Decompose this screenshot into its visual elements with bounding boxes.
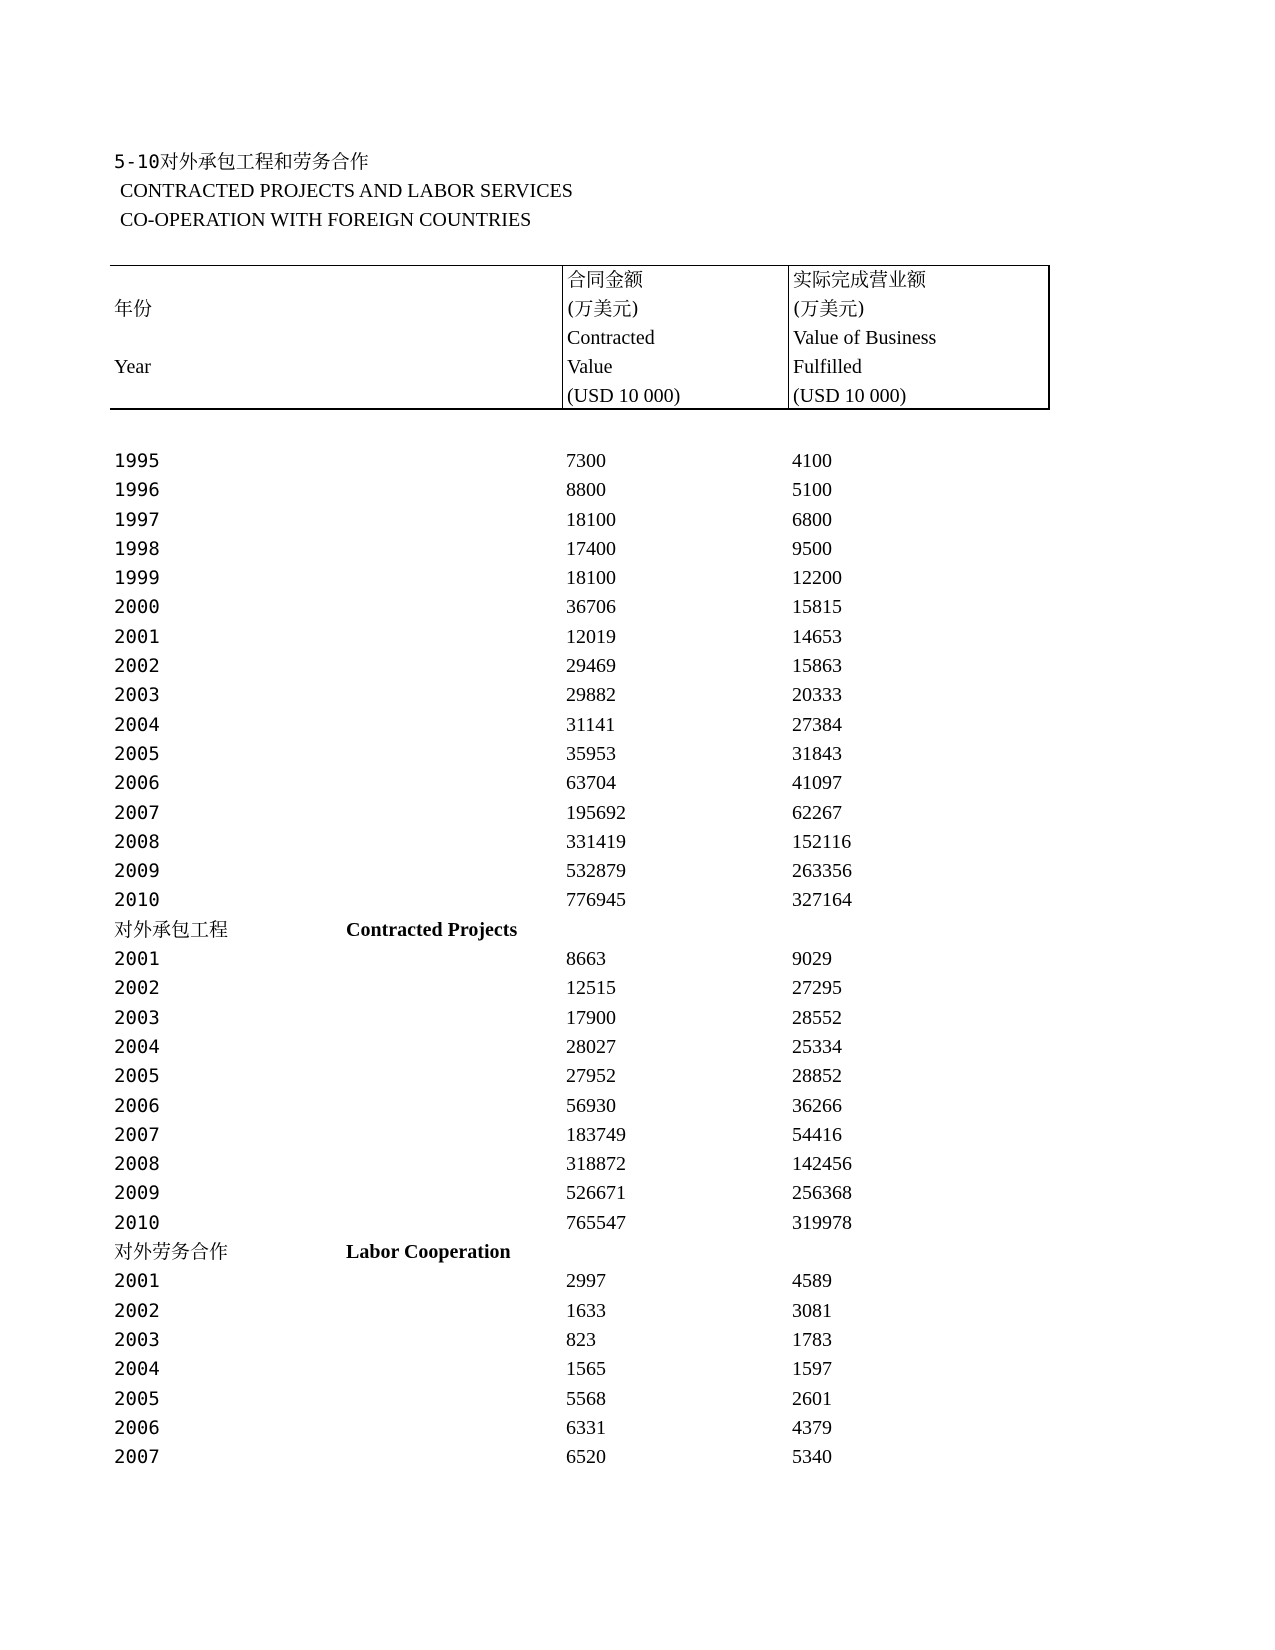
table-row xyxy=(0,593,1275,622)
table-row xyxy=(0,1150,1275,1179)
contracted-value-cell: 18100 xyxy=(566,567,616,590)
contracted-value-cell: 318872 xyxy=(566,1153,626,1176)
table-row xyxy=(0,886,1275,915)
table-row xyxy=(0,1062,1275,1091)
contracted-value-cell: 823 xyxy=(566,1328,596,1351)
title-en-line1: CONTRACTED PROJECTS AND LABOR SERVICES xyxy=(120,180,573,202)
table-row xyxy=(0,1209,1275,1238)
contracted-value-cell: 36706 xyxy=(566,596,616,619)
header-fulfilled-cn: 实际完成营业额 xyxy=(793,269,927,291)
year-cell: 2007 xyxy=(114,1446,160,1469)
section-label-en: Labor Cooperation xyxy=(346,1241,511,1264)
table-row xyxy=(0,711,1275,740)
fulfilled-value-cell: 15863 xyxy=(792,655,842,678)
header-fulfilled-unit-en: (USD 10 000) xyxy=(793,385,907,407)
table-title xyxy=(114,148,573,235)
year-cell: 1996 xyxy=(114,479,160,502)
title-cn xyxy=(114,148,573,177)
header-fulfilled-en2: Fulfilled xyxy=(793,356,862,378)
fulfilled-value-cell: 27384 xyxy=(792,713,842,736)
fulfilled-value-cell: 4379 xyxy=(792,1416,832,1439)
fulfilled-value-cell: 152116 xyxy=(792,830,852,853)
table-row xyxy=(0,476,1275,505)
year-cell: 2005 xyxy=(114,1387,160,1410)
contracted-value-cell: 776945 xyxy=(566,889,626,912)
contracted-value-cell: 8800 xyxy=(566,479,606,502)
table-row xyxy=(0,828,1275,857)
year-cell: 2002 xyxy=(114,655,160,678)
header-fulfilled-en1: Value of Business xyxy=(793,327,937,349)
contracted-value-cell: 17400 xyxy=(566,537,616,560)
table-row xyxy=(0,1179,1275,1208)
year-cell: 1998 xyxy=(114,537,160,560)
table-row xyxy=(0,1092,1275,1121)
table-row xyxy=(0,1326,1275,1355)
table-row xyxy=(0,681,1275,710)
fulfilled-value-cell: 54416 xyxy=(792,1123,842,1146)
section-header-contracted-projects xyxy=(0,916,1275,945)
fulfilled-value-cell: 4589 xyxy=(792,1270,832,1293)
table-row xyxy=(0,1355,1275,1384)
fulfilled-value-cell: 28852 xyxy=(792,1065,842,1088)
contracted-value-cell: 63704 xyxy=(566,772,616,795)
fulfilled-value-cell: 9500 xyxy=(792,537,832,560)
year-cell: 2007 xyxy=(114,801,160,824)
header-contracted-unit-en: (USD 10 000) xyxy=(567,385,681,407)
year-cell: 2005 xyxy=(114,742,160,765)
contracted-value-cell: 1565 xyxy=(566,1358,606,1381)
header-year-en: Year xyxy=(114,356,151,378)
header-fulfilled-column xyxy=(788,266,1048,408)
fulfilled-value-cell: 142456 xyxy=(792,1153,852,1176)
year-cell: 2010 xyxy=(114,889,160,912)
year-cell: 2008 xyxy=(114,1153,160,1176)
table-row xyxy=(0,769,1275,798)
contracted-value-cell: 12019 xyxy=(566,625,616,648)
year-cell: 2001 xyxy=(114,1270,160,1293)
year-cell: 2008 xyxy=(114,830,160,853)
fulfilled-value-cell: 14653 xyxy=(792,625,842,648)
table-row xyxy=(0,1414,1275,1443)
table-body xyxy=(0,447,1275,1472)
year-cell: 2010 xyxy=(114,1211,160,1234)
year-cell: 2004 xyxy=(114,1358,160,1381)
title-cn-text: 对外承包工程和劳务合作 xyxy=(159,151,369,173)
contracted-value-cell: 331419 xyxy=(566,830,626,853)
year-cell: 2003 xyxy=(114,684,160,707)
table-row xyxy=(0,799,1275,828)
contracted-value-cell: 29469 xyxy=(566,655,616,678)
contracted-value-cell: 56930 xyxy=(566,1094,616,1117)
contracted-value-cell: 183749 xyxy=(566,1123,626,1146)
year-cell: 2001 xyxy=(114,948,160,971)
year-cell: 2007 xyxy=(114,1123,160,1146)
fulfilled-value-cell: 5340 xyxy=(792,1446,832,1469)
year-cell: 2006 xyxy=(114,1416,160,1439)
table-row xyxy=(0,623,1275,652)
contracted-value-cell: 195692 xyxy=(566,801,626,824)
fulfilled-value-cell: 2601 xyxy=(792,1387,832,1410)
contracted-value-cell: 6520 xyxy=(566,1446,606,1469)
contracted-value-cell: 18100 xyxy=(566,508,616,531)
fulfilled-value-cell: 5100 xyxy=(792,479,832,502)
contracted-value-cell: 7300 xyxy=(566,450,606,472)
fulfilled-value-cell: 27295 xyxy=(792,977,842,1000)
fulfilled-value-cell: 28552 xyxy=(792,1006,842,1029)
title-en-line2: CO-OPERATION WITH FOREIGN COUNTRIES xyxy=(120,209,532,231)
header-contracted-column xyxy=(562,266,789,408)
year-cell: 2006 xyxy=(114,772,160,795)
fulfilled-value-cell: 36266 xyxy=(792,1094,842,1117)
table-row xyxy=(0,447,1275,476)
fulfilled-value-cell: 31843 xyxy=(792,742,842,765)
table-row xyxy=(0,652,1275,681)
table-header xyxy=(110,265,1050,410)
contracted-value-cell: 8663 xyxy=(566,948,606,971)
table-row xyxy=(0,740,1275,769)
table-row xyxy=(0,535,1275,564)
year-cell: 1999 xyxy=(114,567,160,590)
table-row xyxy=(0,974,1275,1003)
contracted-value-cell: 12515 xyxy=(566,977,616,1000)
year-cell: 2003 xyxy=(114,1328,160,1351)
fulfilled-value-cell: 263356 xyxy=(792,860,852,883)
fulfilled-value-cell: 15815 xyxy=(792,596,842,619)
year-cell: 2004 xyxy=(114,713,160,736)
fulfilled-value-cell: 327164 xyxy=(792,889,852,912)
contracted-value-cell: 29882 xyxy=(566,684,616,707)
fulfilled-value-cell: 25334 xyxy=(792,1035,842,1058)
table-row xyxy=(0,1121,1275,1150)
year-cell: 2006 xyxy=(114,1094,160,1117)
title-number: 5-10 xyxy=(114,151,160,173)
table-row xyxy=(0,564,1275,593)
header-year-column xyxy=(110,266,562,408)
year-cell: 2002 xyxy=(114,1299,160,1322)
section-label-en: Contracted Projects xyxy=(346,918,518,941)
table-row xyxy=(0,1267,1275,1296)
table-row xyxy=(0,857,1275,886)
header-contracted-en1: Contracted xyxy=(567,327,655,349)
contracted-value-cell: 35953 xyxy=(566,742,616,765)
contracted-value-cell: 765547 xyxy=(566,1211,626,1234)
year-cell: 2009 xyxy=(114,860,160,883)
table-row xyxy=(0,945,1275,974)
contracted-value-cell: 2997 xyxy=(566,1270,606,1293)
table-row xyxy=(0,1443,1275,1472)
year-cell: 1995 xyxy=(114,450,160,472)
header-contracted-unit-cn: (万美元) xyxy=(567,298,639,320)
table-row xyxy=(0,1004,1275,1033)
header-year-cn: 年份 xyxy=(114,298,153,320)
fulfilled-value-cell: 319978 xyxy=(792,1211,852,1234)
year-cell: 2009 xyxy=(114,1182,160,1205)
year-cell: 2003 xyxy=(114,1006,160,1029)
contracted-value-cell: 5568 xyxy=(566,1387,606,1410)
contracted-value-cell: 17900 xyxy=(566,1006,616,1029)
fulfilled-value-cell: 256368 xyxy=(792,1182,852,1205)
section-label-cn: 对外劳务合作 xyxy=(114,1241,229,1264)
header-contracted-cn: 合同金额 xyxy=(567,269,644,291)
section-header-labor-cooperation xyxy=(0,1238,1275,1267)
section-label-cn: 对外承包工程 xyxy=(114,918,229,941)
contracted-value-cell: 27952 xyxy=(566,1065,616,1088)
contracted-value-cell: 1633 xyxy=(566,1299,606,1322)
fulfilled-value-cell: 9029 xyxy=(792,948,832,971)
fulfilled-value-cell: 62267 xyxy=(792,801,842,824)
contracted-value-cell: 6331 xyxy=(566,1416,606,1439)
fulfilled-value-cell: 3081 xyxy=(792,1299,832,1322)
header-fulfilled-unit-cn: (万美元) xyxy=(793,298,865,320)
fulfilled-value-cell: 1597 xyxy=(792,1358,832,1381)
table-row xyxy=(0,506,1275,535)
year-cell: 1997 xyxy=(114,508,160,531)
table-row xyxy=(0,1385,1275,1414)
table-row xyxy=(0,1033,1275,1062)
year-cell: 2002 xyxy=(114,977,160,1000)
contracted-value-cell: 526671 xyxy=(566,1182,626,1205)
fulfilled-value-cell: 12200 xyxy=(792,567,842,590)
year-cell: 2000 xyxy=(114,596,160,619)
fulfilled-value-cell: 20333 xyxy=(792,684,842,707)
fulfilled-value-cell: 6800 xyxy=(792,508,832,531)
year-cell: 2001 xyxy=(114,625,160,648)
contracted-value-cell: 532879 xyxy=(566,860,626,883)
table-row xyxy=(0,1297,1275,1326)
year-cell: 2004 xyxy=(114,1035,160,1058)
year-cell: 2005 xyxy=(114,1065,160,1088)
fulfilled-value-cell: 41097 xyxy=(792,772,842,795)
header-contracted-en2: Value xyxy=(567,356,613,378)
contracted-value-cell: 31141 xyxy=(566,713,616,736)
contracted-value-cell: 28027 xyxy=(566,1035,616,1058)
fulfilled-value-cell: 1783 xyxy=(792,1328,832,1351)
fulfilled-value-cell: 4100 xyxy=(792,450,832,472)
